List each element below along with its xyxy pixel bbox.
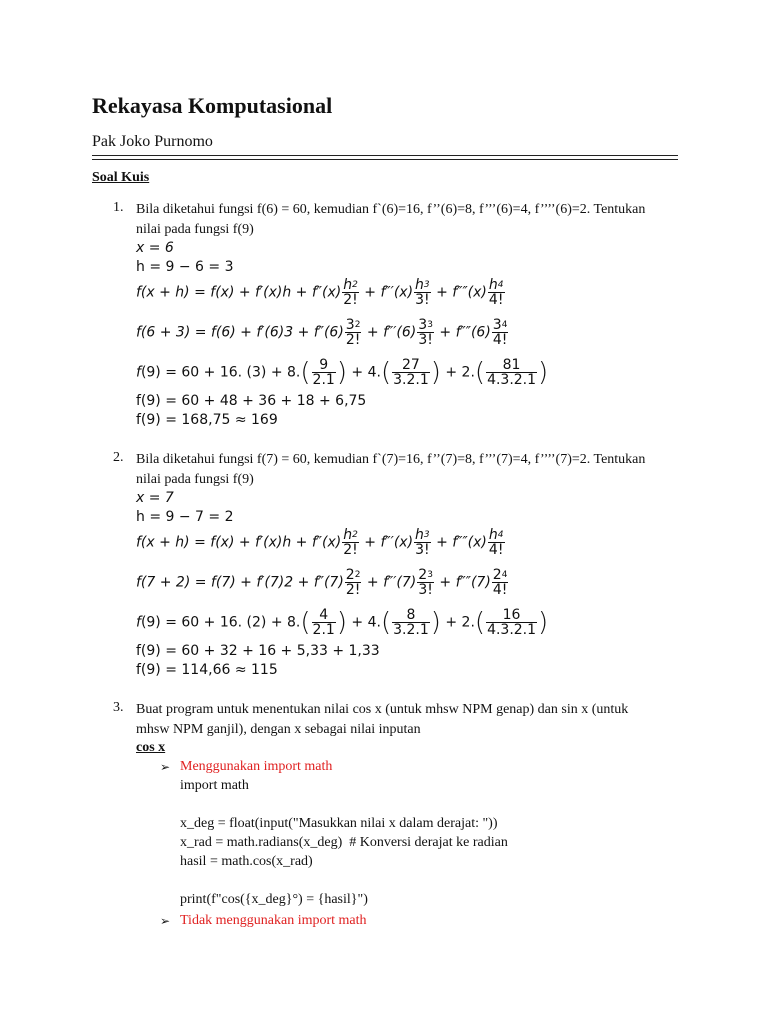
q2-h-value: h = 9 − 7 = 2 [136,509,234,525]
section-heading: Soal Kuis [92,170,150,185]
document-title: Rekayasa Komputasional [92,93,333,118]
code-line: import math [180,778,249,793]
q1-sum: f(9) = 60 + 48 + 36 + 18 + 6,75 [136,393,367,409]
question-2-text: Bila diketahui fungsi f(7) = 60, kemudian f`(7)=16, f’’(7)=8, f’’’(7)=4, f’’’’(7)=2. Tentukan nilai pada fungsi f(9) [136,452,646,487]
q1-taylor-formula: f(x + h) = f(x) + f′(x)h + f″(x) $\frac{h^2}{2!}$ + f″′(x) $\frac{h^3}{3!}$ + f″″(x) $\frac{h^4}{4!}$ [136,277,504,308]
q2-x-value: x = 7 [136,490,174,506]
bullet-no-import-math: Tidak menggunakan import math [180,913,367,928]
bullet-import-math: Menggunakan import math [180,759,333,774]
header-rule [92,155,678,156]
q2-taylor-substituted: f(7 + 2) = f(7) + f′(7)2 + f″(7) $\frac{2^2}{2!}$ + f″′(7) $\frac{2^3}{3!}$ + f″″(7) $\frac{2^4}{4!}$ [136,567,508,598]
cos-x-subheading: cos x [136,740,166,755]
code-line: hasil = math.cos(x_rad) [180,854,313,869]
q2-sum: f(9) = 60 + 32 + 16 + 5,33 + 1,33 [136,643,380,659]
question-1-text: Bila diketahui fungsi f(6) = 60, kemudian f`(6)=16, f’’(6)=8, f’’’(6)=4, f’’’’(6)=2. Tentukan nilai pada fungsi f(9) [136,202,646,237]
code-line: x_rad = math.radians(x_deg) # Konversi derajat ke radian [180,835,508,850]
question-3-text: Buat program untuk menentukan nilai cos x (untuk mhsw NPM genap) dan sin x (untuk mhsw NPM ganjil), dengan x sebagai nilai inputan [136,702,629,737]
q1-result: f(9) = 168,75 ≈ 169 [136,412,278,428]
code-line: print(f"cos({x_deg}°) = {hasil}") [180,892,368,907]
q1-taylor-substituted: f(6 + 3) = f(6) + f′(6)3 + f″(6) $\frac{3^2}{2!}$ + f″′(6) $\frac{3^3}{3!}$ + f″″(6) $\frac{3^4}{4!}$ [136,317,508,348]
arrow-bullet-icon: ➢ [160,760,171,774]
question-1-number: 1. [113,200,124,215]
q1-h-value: h = 9 − 6 = 3 [136,259,234,275]
q2-result: f(9) = 114,66 ≈ 115 [136,662,278,678]
header-rule-thick [92,159,678,160]
q1-x-value: x = 6 [136,240,174,256]
code-line: x_deg = float(input("Masukkan nilai x dalam derajat: ")) [180,816,498,831]
q2-taylor-formula: f(x + h) = f(x) + f′(x)h + f″(x) $\frac{h^2}{2!}$ + f″′(x) $\frac{h^3}{3!}$ + f″″(x) $\frac{h^4}{4!}$ [136,527,504,558]
arrow-bullet-icon: ➢ [160,914,171,928]
q2-numeric-expansion: f(9) = 60 + 16. (2) + 8.( $\frac{4}{2.1}$ ) + 4.( $\frac{8}{3.2.1}$ ) + 2.( $\frac{16}{4.3.2.1}$ ) [136,607,549,638]
author-name: Pak Joko Purnomo [92,133,213,150]
question-2-number: 2. [113,450,124,465]
q1-numeric-expansion: f(9) = 60 + 16. (3) + 8.( $\frac{9}{2.1}$ ) + 4.( $\frac{27}{3.2.1}$ ) + 2.( $\frac{81}{4.3.2.1}$ ) [136,357,549,388]
question-3-number: 3. [113,700,124,715]
